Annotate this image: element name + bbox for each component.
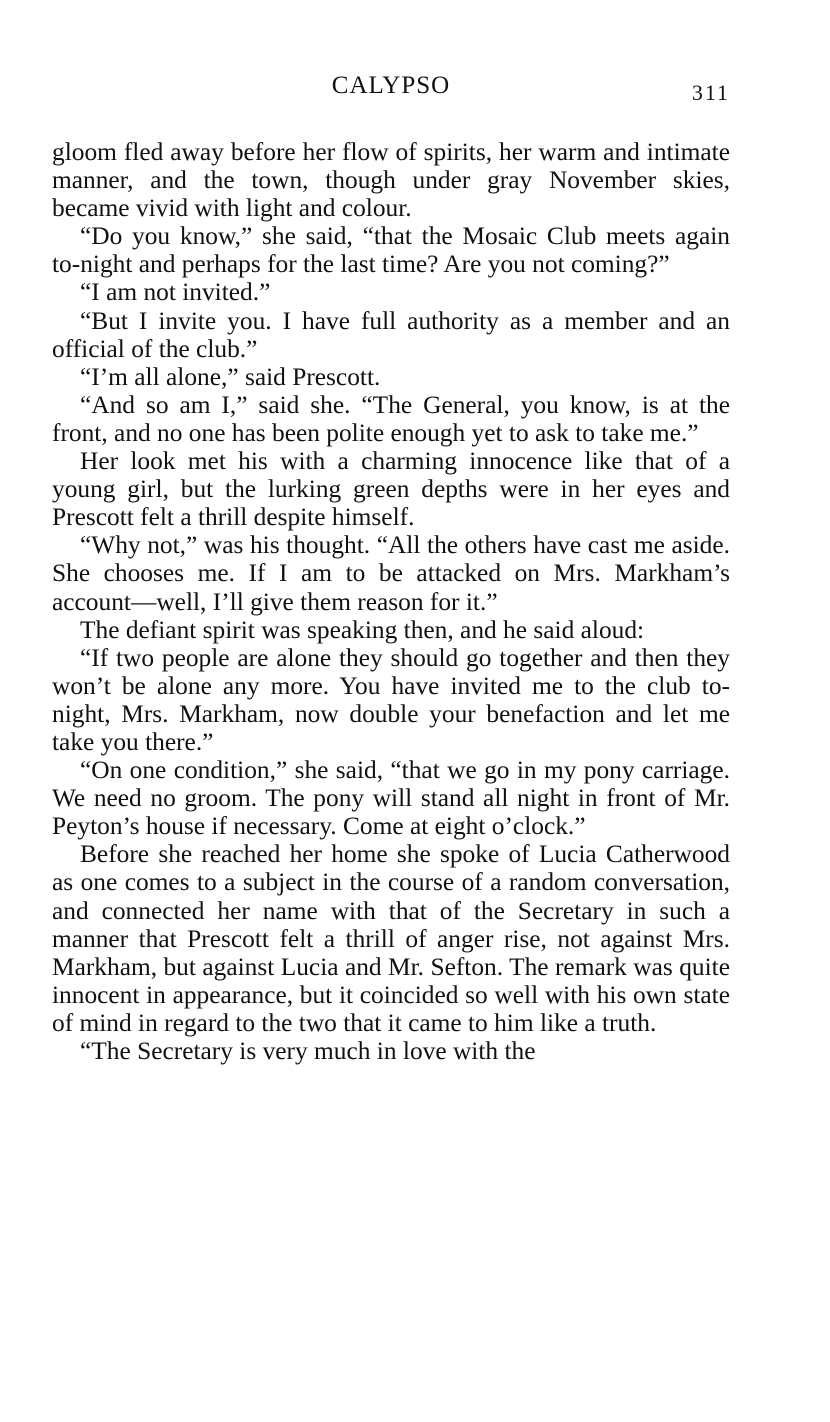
paragraph: Her look met his with a charming innocence like that of a young girl, but the lurking green depths were in her eyes and Prescott felt a thrill despite himself. (52, 447, 730, 532)
body-text (52, 138, 730, 1065)
paragraph: “On one condition,” she said, “that we go in my pony carriage. We need no groom. The pony will stand all night in front of Mr. Peyton’s house if necessary. Come at eight o’clock.” (52, 756, 730, 841)
paragraph: “If two people are alone they should go together and then they won’t be alone any more. You have invited me to the club to-night, Mrs. Markham, now double your benefaction and let me take you there.” (52, 643, 730, 756)
running-head (52, 72, 730, 106)
paragraph: “The Secretary is very much in love with the (80, 1037, 536, 1065)
paragraph: “Why not,” was his thought. “All the others have cast me aside. She chooses me. If I am to be attacked on Mrs. Markham’s account—well, I’ll give them reason for it.” (52, 531, 730, 616)
paragraph: “And so am I,” said she. “The General, you know, is at the front, and no one has been polite enough yet to ask to take me.” (52, 390, 730, 447)
paragraph: The defiant spirit was speaking then, and he said aloud: (80, 615, 645, 644)
paragraph: gloom fled away before her flow of spirits, her warm and intimate manner, and the town, though under gray November skies, became vivid with light and colour. (52, 138, 730, 223)
paragraph: Before she reached her home she spoke of Lucia Catherwood as one comes to a subject in the course of a random conversation, and connected her name with that of the Secretary in such a manner that Prescott felt a thrill of anger rise, not against Mrs. Markham, but against Lucia and Mr. Sefton. The remark was quite innocent in appearance, but it coincided so well with his own state of mind in regard to the two that it came to him like a truth. (52, 840, 730, 1037)
page-number: 311 (691, 80, 730, 105)
paragraph: “I am not invited.” (80, 278, 271, 307)
paragraph: “But I invite you. I have full authority as a member and an official of the club.” (52, 306, 730, 363)
paragraph: “Do you know,” she said, “that the Mosaic Club meets again to-night and perhaps for the last time? Are you not coming?” (52, 222, 730, 279)
paragraph: “I’m all alone,” said Prescott. (80, 362, 381, 391)
running-title: CALYPSO (331, 72, 451, 99)
